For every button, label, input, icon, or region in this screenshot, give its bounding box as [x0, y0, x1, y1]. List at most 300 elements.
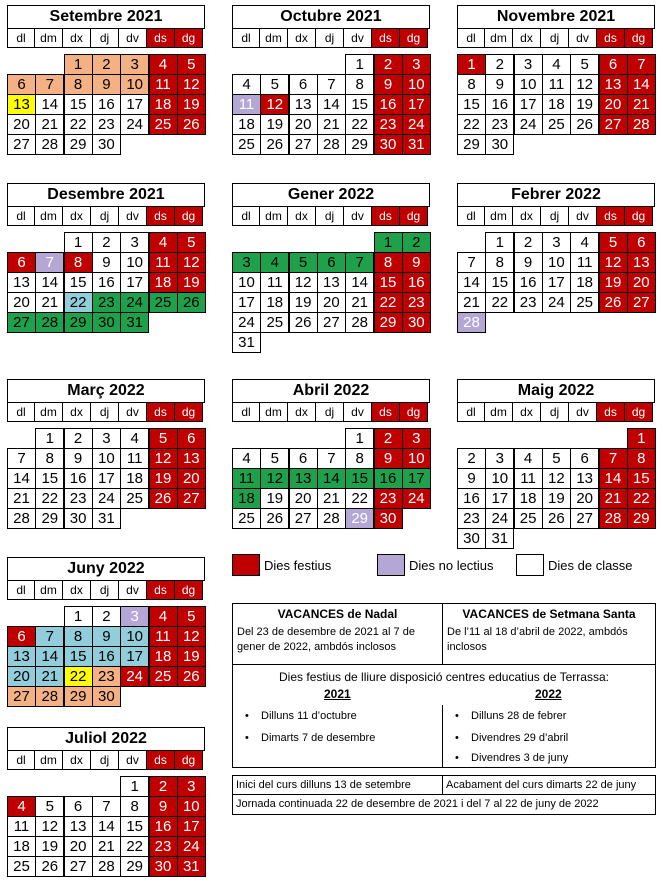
day-cell: 23: [92, 666, 121, 687]
day-cell: 20: [289, 488, 318, 509]
day-cell: 9: [149, 796, 178, 817]
day-cell: 18: [232, 114, 261, 135]
day-cell: 6: [64, 796, 93, 817]
day-cell: 21: [35, 292, 64, 313]
day-grid: [232, 54, 430, 174]
day-cell: 12: [599, 252, 628, 273]
weekday-label: dm: [485, 29, 513, 48]
weekday-label: dj: [541, 29, 569, 48]
day-cell: 6: [7, 626, 36, 647]
day-cell: 21: [35, 666, 64, 687]
day-cell: 25: [570, 292, 599, 313]
weekday-label: dj: [91, 29, 119, 48]
legend-no-lectius-swatch: [377, 554, 405, 576]
weekday-label: dl: [232, 403, 260, 422]
day-cell: 22: [35, 488, 64, 509]
weekday-label: dj: [91, 751, 119, 770]
day-cell: 26: [570, 114, 599, 135]
day-cell: 7: [345, 252, 374, 273]
weekday-label: dv: [569, 29, 597, 48]
day-cell: 29: [345, 134, 374, 155]
day-cell: 31: [177, 856, 206, 877]
day-cell: 23: [92, 292, 121, 313]
day-cell: 25: [260, 312, 289, 333]
day-cell: 20: [7, 114, 36, 135]
day-cell: 7: [627, 54, 656, 75]
weekday-label: dx: [63, 403, 91, 422]
weekday-label: dg: [625, 29, 653, 48]
day-cell: 3: [402, 54, 431, 75]
day-cell: 16: [485, 94, 514, 115]
day-cell: 27: [7, 686, 36, 707]
weekday-label: dm: [35, 29, 63, 48]
day-cell: 2: [92, 606, 121, 627]
day-cell: 10: [485, 468, 514, 489]
month-calendar: [7, 727, 205, 896]
day-cell: 23: [64, 488, 93, 509]
day-cell: 11: [542, 74, 571, 95]
day-cell: 18: [232, 488, 261, 509]
month-title: Octubre 2021: [232, 5, 430, 28]
day-cell: 6: [289, 74, 318, 95]
weekday-label: dg: [175, 581, 203, 600]
day-cell: 24: [402, 114, 431, 135]
month-title: Març 2022: [7, 379, 205, 402]
day-cell: 16: [92, 272, 121, 293]
day-cell: 5: [177, 606, 206, 627]
vacances-nadal-text: Del 23 de desembre de 2021 al 7 de gener de 2022, ambdós inclosos: [237, 626, 415, 653]
weekday-header: [457, 206, 655, 226]
day-cell: 17: [514, 94, 543, 115]
weekday-label: dg: [625, 403, 653, 422]
day-cell: 5: [177, 232, 206, 253]
day-cell: 18: [260, 292, 289, 313]
day-cell: 15: [35, 468, 64, 489]
weekday-label: dx: [63, 581, 91, 600]
day-cell: 17: [542, 272, 571, 293]
weekday-label: ds: [597, 29, 625, 48]
weekday-label: dg: [400, 403, 428, 422]
month-calendar: [457, 379, 655, 548]
day-cell: 21: [317, 114, 346, 135]
weekday-header: [7, 402, 205, 422]
day-cell: 14: [35, 272, 64, 293]
day-cell: 1: [457, 54, 486, 75]
month-title: Abril 2022: [232, 379, 430, 402]
day-cell: 3: [120, 54, 149, 75]
curs-hline: [232, 794, 656, 795]
weekday-header: [232, 28, 430, 48]
day-cell: 28: [457, 312, 486, 333]
day-cell: 7: [317, 448, 346, 469]
day-cell: 12: [177, 74, 206, 95]
day-cell: 30: [92, 686, 121, 707]
day-cell: 25: [149, 292, 178, 313]
day-cell: 26: [260, 508, 289, 529]
day-grid: [7, 54, 205, 174]
weekday-label: dm: [35, 751, 63, 770]
day-cell: 8: [374, 252, 403, 273]
vacances-ss-title: VACANCES de Setmana Santa: [462, 607, 636, 621]
day-grid: [457, 54, 655, 174]
day-cell: 29: [64, 686, 93, 707]
day-cell: 11: [232, 468, 261, 489]
weekday-label: dx: [513, 29, 541, 48]
inici-curs: Inici del curs dilluns 13 de setembre: [236, 779, 411, 791]
day-cell: 8: [345, 74, 374, 95]
day-cell: 23: [374, 114, 403, 135]
weekday-label: dm: [260, 207, 288, 226]
day-cell: 4: [232, 74, 261, 95]
weekday-label: dj: [316, 29, 344, 48]
day-cell: 19: [570, 94, 599, 115]
weekday-label: dl: [232, 29, 260, 48]
day-cell: 19: [177, 272, 206, 293]
day-cell: 29: [64, 134, 93, 155]
day-cell: 24: [120, 292, 149, 313]
day-cell: 8: [64, 626, 93, 647]
day-cell: 17: [92, 468, 121, 489]
day-cell: 4: [7, 796, 36, 817]
day-cell: 9: [92, 74, 121, 95]
day-cell: 1: [64, 232, 93, 253]
day-grid: [457, 428, 655, 548]
weekday-label: ds: [147, 207, 175, 226]
day-cell: 15: [64, 272, 93, 293]
month-title: Setembre 2021: [7, 5, 205, 28]
day-cell: 28: [35, 312, 64, 333]
day-cell: 28: [35, 134, 64, 155]
day-cell: 31: [120, 312, 149, 333]
day-cell: 16: [457, 488, 486, 509]
day-cell: 19: [260, 488, 289, 509]
day-cell: 27: [570, 508, 599, 529]
weekday-label: dv: [119, 581, 147, 600]
day-cell: 9: [92, 252, 121, 273]
day-cell: 11: [570, 252, 599, 273]
legend-classe-label: Dies de classe: [548, 558, 633, 573]
weekday-label: dg: [175, 403, 203, 422]
day-cell: 8: [485, 252, 514, 273]
day-cell: 15: [627, 468, 656, 489]
weekday-label: dj: [541, 403, 569, 422]
day-cell: 18: [570, 272, 599, 293]
day-cell: 5: [177, 54, 206, 75]
weekday-label: dl: [7, 403, 35, 422]
day-cell: 2: [485, 54, 514, 75]
day-cell: 7: [317, 74, 346, 95]
day-cell: 21: [599, 488, 628, 509]
day-cell: 24: [514, 114, 543, 135]
day-cell: 18: [7, 836, 36, 857]
day-cell: 10: [402, 448, 431, 469]
day-cell: 7: [35, 252, 64, 273]
weekday-label: dj: [316, 403, 344, 422]
day-cell: 11: [149, 626, 178, 647]
day-cell: 9: [514, 252, 543, 273]
day-cell: 13: [177, 448, 206, 469]
day-cell: 3: [514, 54, 543, 75]
day-cell: 8: [64, 74, 93, 95]
day-cell: 10: [120, 74, 149, 95]
legend-festius-swatch: [232, 554, 260, 576]
day-cell: 12: [570, 74, 599, 95]
day-cell: 12: [289, 272, 318, 293]
day-cell: 22: [485, 292, 514, 313]
weekday-label: dl: [7, 581, 35, 600]
day-cell: 18: [149, 94, 178, 115]
day-cell: 6: [599, 54, 628, 75]
month-calendar: [232, 379, 430, 548]
weekday-label: dl: [457, 403, 485, 422]
day-cell: 9: [485, 74, 514, 95]
day-cell: 19: [177, 646, 206, 667]
day-cell: 29: [457, 134, 486, 155]
day-cell: 30: [92, 134, 121, 155]
weekday-header: [7, 750, 205, 770]
day-cell: 27: [317, 312, 346, 333]
vacances-ss-box: [442, 603, 656, 665]
day-cell: 12: [149, 448, 178, 469]
day-cell: 22: [627, 488, 656, 509]
day-cell: 13: [7, 94, 36, 115]
day-cell: 6: [289, 448, 318, 469]
weekday-label: dx: [513, 403, 541, 422]
weekday-label: dv: [569, 207, 597, 226]
weekday-header: [7, 580, 205, 600]
day-cell: 31: [232, 332, 261, 353]
day-cell: 25: [232, 508, 261, 529]
day-cell: 28: [35, 686, 64, 707]
day-cell: 13: [570, 468, 599, 489]
day-cell: 6: [317, 252, 346, 273]
weekday-label: dv: [119, 403, 147, 422]
day-cell: 14: [457, 272, 486, 293]
day-cell: 27: [7, 134, 36, 155]
day-cell: 26: [35, 856, 64, 877]
weekday-label: ds: [597, 207, 625, 226]
day-cell: 12: [35, 816, 64, 837]
day-cell: 23: [457, 508, 486, 529]
day-cell: 22: [345, 114, 374, 135]
day-cell: 20: [7, 666, 36, 687]
day-cell: 5: [260, 74, 289, 95]
day-cell: 4: [232, 448, 261, 469]
weekday-label: dv: [344, 207, 372, 226]
weekday-label: dl: [7, 29, 35, 48]
day-grid: [7, 232, 205, 352]
month-calendar: [457, 183, 655, 352]
day-cell: 26: [177, 666, 206, 687]
weekday-label: dx: [288, 207, 316, 226]
weekday-header: [7, 28, 205, 48]
month-calendar: [7, 183, 205, 352]
day-cell: 17: [120, 646, 149, 667]
weekday-header: [232, 206, 430, 226]
day-cell: 14: [599, 468, 628, 489]
day-grid: [457, 232, 655, 352]
weekday-label: ds: [372, 29, 400, 48]
day-cell: 4: [260, 252, 289, 273]
day-cell: 27: [289, 134, 318, 155]
day-cell: 17: [232, 292, 261, 313]
day-cell: 28: [599, 508, 628, 529]
day-grid: [232, 232, 430, 352]
weekday-label: dx: [63, 751, 91, 770]
day-cell: 30: [149, 856, 178, 877]
day-cell: 2: [92, 232, 121, 253]
day-cell: 19: [177, 94, 206, 115]
day-cell: 5: [35, 796, 64, 817]
weekday-label: dj: [541, 207, 569, 226]
day-cell: 4: [514, 448, 543, 469]
day-cell: 16: [64, 468, 93, 489]
day-cell: 30: [64, 508, 93, 529]
day-cell: 23: [374, 488, 403, 509]
day-cell: 18: [149, 646, 178, 667]
day-cell: 15: [64, 94, 93, 115]
day-cell: 3: [120, 606, 149, 627]
day-cell: 25: [514, 508, 543, 529]
day-cell: 12: [260, 94, 289, 115]
festius-divider: [442, 705, 443, 768]
day-cell: 24: [485, 508, 514, 529]
day-cell: 16: [374, 468, 403, 489]
weekday-label: dv: [569, 403, 597, 422]
day-cell: 10: [92, 448, 121, 469]
month-calendar: [457, 5, 655, 174]
day-cell: 9: [457, 468, 486, 489]
day-cell: 9: [374, 448, 403, 469]
day-cell: 13: [64, 816, 93, 837]
day-cell: 31: [485, 528, 514, 549]
day-cell: 24: [542, 292, 571, 313]
day-cell: 11: [149, 252, 178, 273]
day-cell: 24: [120, 114, 149, 135]
day-cell: 4: [149, 54, 178, 75]
month-title: Desembre 2021: [7, 183, 205, 206]
day-cell: 7: [35, 74, 64, 95]
day-cell: 15: [457, 94, 486, 115]
day-cell: 17: [120, 94, 149, 115]
day-cell: 26: [289, 312, 318, 333]
day-cell: 14: [92, 816, 121, 837]
weekday-label: ds: [147, 581, 175, 600]
day-cell: 6: [7, 74, 36, 95]
day-cell: 20: [317, 292, 346, 313]
day-cell: 13: [7, 646, 36, 667]
day-cell: 7: [92, 796, 121, 817]
day-cell: 19: [149, 468, 178, 489]
weekday-label: ds: [372, 207, 400, 226]
weekday-label: dl: [457, 29, 485, 48]
weekday-header: [232, 402, 430, 422]
day-cell: 23: [514, 292, 543, 313]
weekday-label: dv: [344, 29, 372, 48]
weekday-label: dx: [288, 403, 316, 422]
day-cell: 30: [457, 528, 486, 549]
weekday-label: dv: [119, 29, 147, 48]
day-cell: 20: [289, 114, 318, 135]
day-cell: 19: [289, 292, 318, 313]
day-cell: 7: [7, 448, 36, 469]
day-cell: 5: [289, 252, 318, 273]
day-cell: 18: [514, 488, 543, 509]
day-cell: 14: [345, 272, 374, 293]
day-cell: 22: [64, 666, 93, 687]
day-cell: 19: [260, 114, 289, 135]
day-cell: 22: [64, 114, 93, 135]
day-cell: 15: [345, 94, 374, 115]
day-cell: 24: [120, 666, 149, 687]
day-cell: 17: [485, 488, 514, 509]
day-cell: 10: [542, 252, 571, 273]
day-cell: 29: [35, 508, 64, 529]
day-cell: 2: [92, 54, 121, 75]
day-cell: 28: [345, 312, 374, 333]
day-cell: 22: [345, 488, 374, 509]
day-cell: 8: [120, 796, 149, 817]
day-cell: 11: [120, 448, 149, 469]
day-cell: 23: [149, 836, 178, 857]
weekday-label: ds: [147, 751, 175, 770]
day-cell: 17: [402, 468, 431, 489]
day-cell: 31: [402, 134, 431, 155]
weekday-label: dm: [260, 403, 288, 422]
weekday-label: dl: [7, 207, 35, 226]
weekday-header: [457, 402, 655, 422]
day-cell: 10: [120, 626, 149, 647]
month-calendar: [7, 5, 205, 174]
day-cell: 6: [570, 448, 599, 469]
month-title: Juliol 2022: [7, 727, 205, 750]
day-cell: 16: [402, 272, 431, 293]
day-cell: 6: [177, 428, 206, 449]
day-cell: 28: [317, 508, 346, 529]
weekday-label: dv: [119, 751, 147, 770]
acabament-curs: Acabament del curs dimarts 22 de juny: [446, 779, 637, 791]
day-cell: 3: [232, 252, 261, 273]
day-cell: 9: [64, 448, 93, 469]
day-cell: 21: [457, 292, 486, 313]
vacances-ss-text: De l’11 al 18 d’abril de 2022, ambdós inclosos: [447, 626, 628, 653]
day-cell: 17: [177, 816, 206, 837]
month-calendar: [7, 557, 205, 726]
day-cell: 28: [7, 508, 36, 529]
weekday-label: dg: [400, 29, 428, 48]
weekday-label: ds: [597, 403, 625, 422]
month-calendar: [232, 183, 430, 352]
weekday-label: dl: [7, 751, 35, 770]
day-cell: 14: [317, 94, 346, 115]
weekday-label: dg: [175, 207, 203, 226]
day-cell: 22: [64, 292, 93, 313]
day-cell: 25: [7, 856, 36, 877]
day-cell: 24: [92, 488, 121, 509]
day-cell: 3: [485, 448, 514, 469]
day-cell: 16: [92, 94, 121, 115]
day-cell: 12: [260, 468, 289, 489]
day-cell: 14: [7, 468, 36, 489]
day-cell: 13: [289, 94, 318, 115]
weekday-label: dg: [175, 29, 203, 48]
day-grid: [232, 428, 430, 548]
festiu-2022-item: • Dilluns 28 de febrer: [471, 710, 566, 722]
day-cell: 23: [485, 114, 514, 135]
day-cell: 4: [149, 606, 178, 627]
weekday-label: dm: [485, 207, 513, 226]
weekday-label: dg: [175, 751, 203, 770]
